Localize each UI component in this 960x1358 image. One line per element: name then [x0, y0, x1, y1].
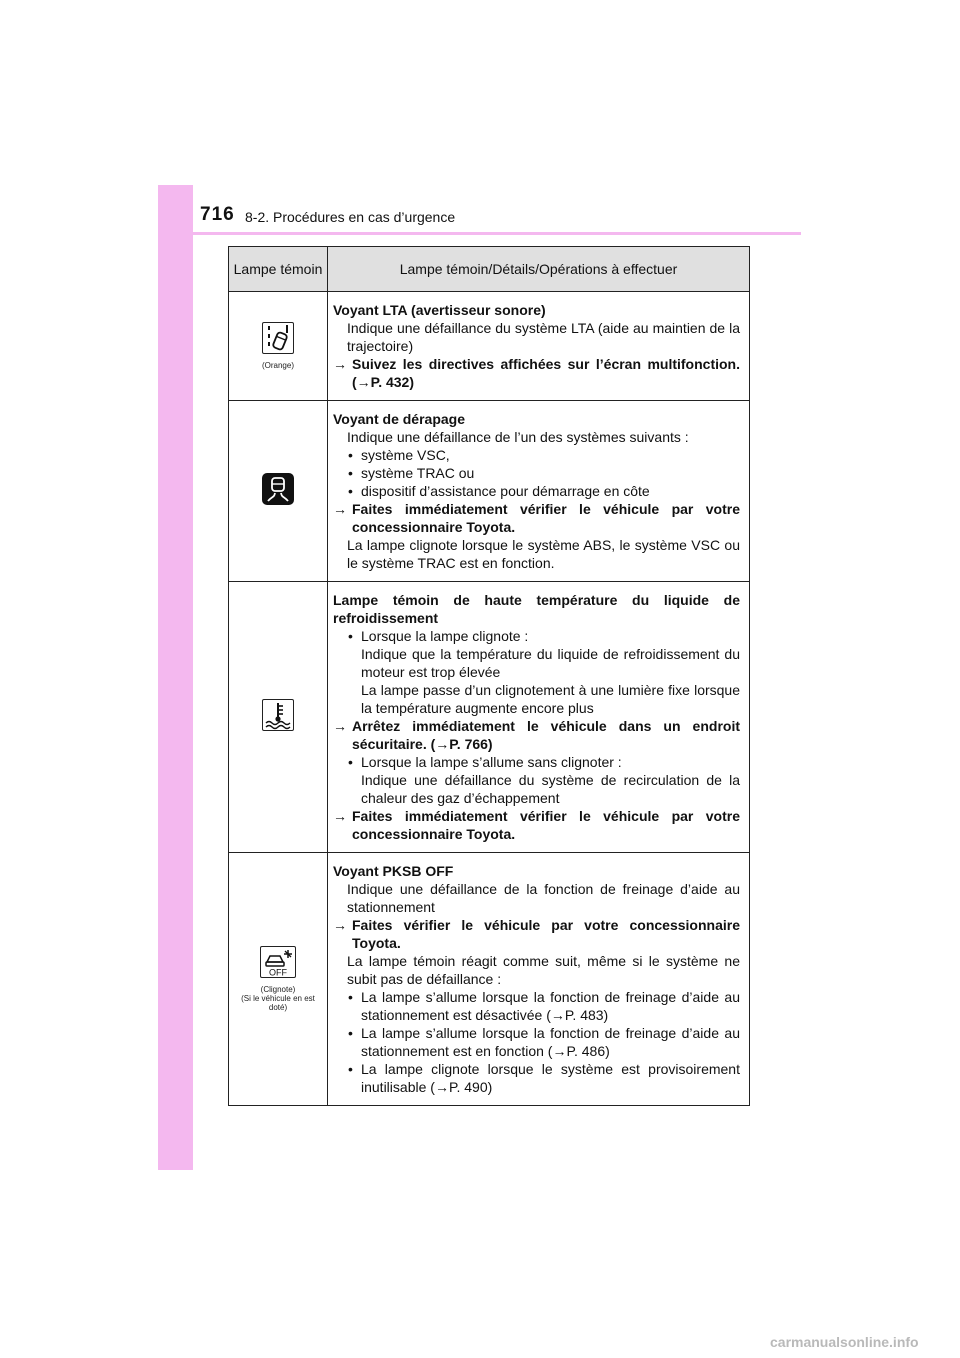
page-reference: P. 486): [566, 1043, 610, 1059]
page-reference: P. 432): [370, 374, 415, 390]
table-row: [229, 853, 750, 1106]
arrow-icon: →: [333, 718, 347, 734]
list-item: • dispositif d’assistance pour démarrage en côte: [348, 483, 650, 499]
list-item: • système VSC,: [348, 447, 450, 463]
list-item: • système TRAC ou: [348, 465, 475, 481]
table-header-row: [229, 247, 750, 292]
table-row: [229, 292, 750, 401]
action-text: Faites immédiatement vérifier le véhicule par votre concessionnaire Toyota.: [352, 808, 740, 842]
row-action: [333, 717, 740, 753]
row-action: [333, 500, 740, 536]
page-reference: P. 490): [448, 1079, 493, 1095]
icon-note: (Clignote) (Si le véhicule en est doté): [241, 985, 315, 1012]
list-item: • La lampe s’allume lorsque la fonction de freinage d’aide au stationnement est désactivée (→P. 483): [348, 989, 740, 1023]
icon-cell: [229, 853, 328, 1106]
row-description: Indique une défaillance de la fonction de freinage d’aide au stationnement: [347, 881, 740, 915]
table-row: [229, 582, 750, 853]
site-watermark: carmanualsonline.info: [770, 1334, 919, 1350]
row-note: La lampe clignote lorsque le système ABS, le système VSC ou le système TRAC est en fonction.: [347, 537, 740, 571]
arrow-icon: →: [333, 808, 347, 824]
row-title: Voyant PKSB OFF: [333, 863, 454, 879]
arrow-icon: →: [550, 1007, 565, 1023]
slip-indicator-icon: [262, 473, 294, 505]
row-description: Indique une défaillance de l’un des systèmes suivants :: [347, 429, 689, 445]
action-text: Arrêtez immédiatement le véhicule dans un endroit sécuritaire. (: [352, 718, 740, 752]
row-title: Voyant de dérapage: [333, 411, 466, 427]
page-number: 716: [200, 204, 235, 225]
list-item: • La lampe s’allume lorsque la fonction de freinage d’aide au stationnement est en fonction (→P. 486): [348, 1025, 740, 1059]
icon-cell: [229, 292, 328, 401]
arrow-icon: →: [333, 501, 347, 517]
row-action: [333, 807, 740, 843]
section-title: 8-2. Procédures en cas d’urgence: [245, 209, 456, 225]
icon-note: (Orange): [261, 361, 294, 370]
warning-lights-table: [228, 246, 750, 1106]
action-text: Faites immédiatement vérifier le véhicule par votre concessionnaire Toyota.: [352, 501, 740, 535]
row-title: Lampe témoin de haute température du liquide de refroidissement: [333, 592, 740, 626]
action-text: Faites vérifier le véhicule par votre concessionnaire Toyota.: [352, 917, 740, 951]
list-item: • Lorsque la lampe clignote :: [348, 628, 529, 644]
arrow-icon: →: [333, 917, 347, 933]
header-rule: [193, 232, 801, 235]
row-description: Indique une défaillance du système LTA (aide au maintien de la trajectoire): [347, 320, 740, 354]
arrow-icon: →: [356, 374, 371, 390]
details-cell: [328, 582, 750, 853]
coolant-temperature-icon: [262, 699, 294, 731]
action-text: Suivez les directives affichées sur l’écran multifonction. (: [352, 356, 740, 390]
page-reference: P. 766): [449, 736, 493, 752]
details-cell: [328, 292, 750, 401]
side-accent-band: [158, 185, 193, 1170]
details-cell: [328, 401, 750, 582]
row-note: La lampe témoin réagit comme suit, même si le système ne subit pas de défaillance :: [347, 953, 740, 987]
row-action: [333, 355, 740, 391]
row-title: Voyant LTA (avertisseur sonore): [333, 302, 546, 318]
header-lamp: Lampe témoin: [229, 247, 328, 292]
header-details: Lampe témoin/Détails/Opérations à effectuer: [328, 247, 750, 292]
icon-cell: [229, 582, 328, 853]
list-item-detail: Indique que la température du liquide de refroidissement du moteur est trop élevée: [361, 646, 740, 680]
icon-off-label: OFF: [269, 967, 287, 977]
list-item-detail: La lampe passe d’un clignotement à une lumière fixe lorsque la température augmente encore plus: [361, 682, 740, 716]
arrow-icon: →: [552, 1043, 567, 1059]
pksb-off-icon: [260, 946, 296, 978]
lane-departure-warning-icon: [262, 322, 294, 354]
arrow-icon: →: [434, 1079, 449, 1095]
table-row: [229, 401, 750, 582]
list-item: • Lorsque la lampe s’allume sans clignoter :: [348, 754, 622, 770]
arrow-icon: →: [435, 736, 450, 752]
page-reference: P. 483): [564, 1007, 609, 1023]
icon-cell: [229, 401, 328, 582]
arrow-icon: →: [333, 356, 347, 372]
details-cell: [328, 853, 750, 1106]
list-item: • La lampe clignote lorsque le système est provisoirement inutilisable (→P. 490): [348, 1061, 740, 1095]
row-action: [333, 916, 740, 952]
list-item-detail: Indique une défaillance du système de recirculation de la chaleur des gaz d’échappement: [361, 772, 740, 806]
